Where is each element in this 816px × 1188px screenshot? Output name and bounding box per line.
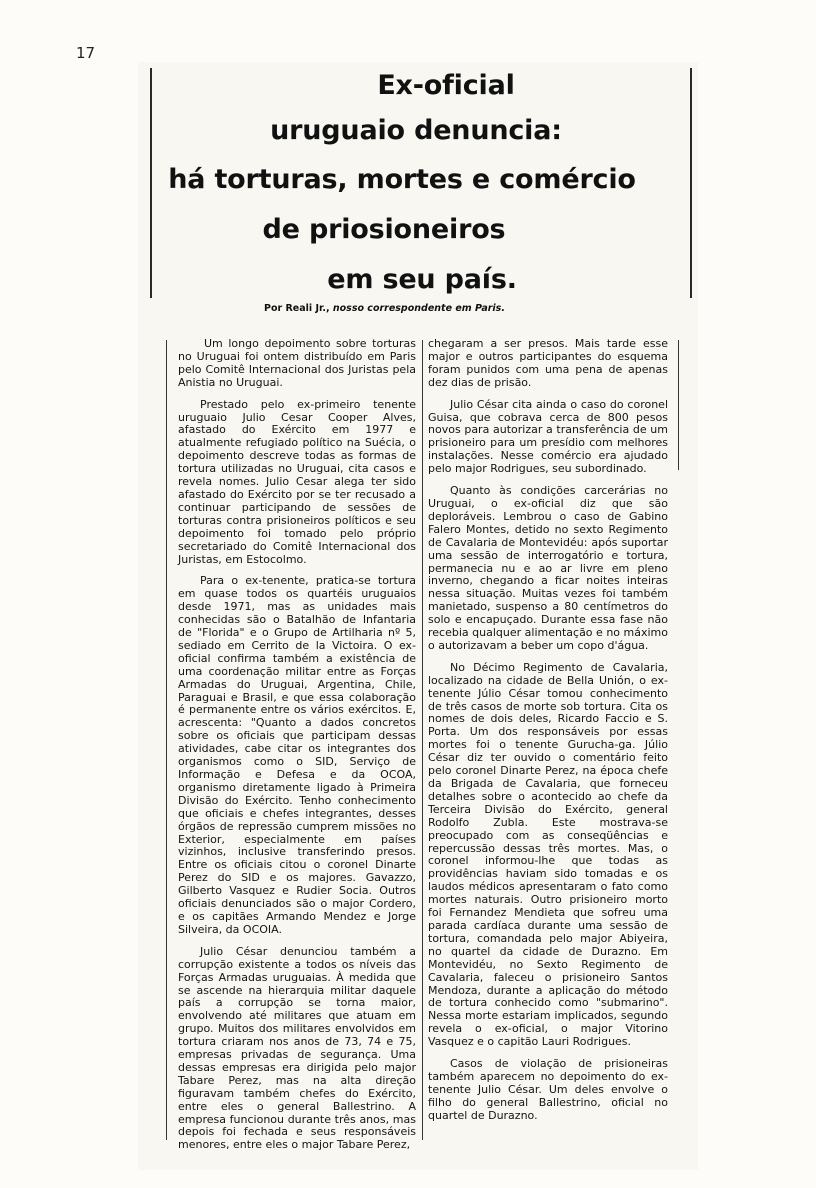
article-column-2 (428, 338, 668, 1132)
paragraph: No Décimo Regimento de Cavalaria, localizado na cidade de Bella Unión, o ex-tenente Júlio César tomou conhecimento de três casos de morte sob tortura. Cita os nomes de dois deles, Ricardo Faccio e S. Porta. Um dos responsáveis por essas mortes foi o tenente Gurucha-ga. Júlio César diz ter ouvido o comentário feito pelo coronel Dinarte Perez, na época chefe da Brigada de Cavalaria, que forneceu detalhes sobre o acontecido ao chefe da Terceira Divisão do Exército, general Rodolfo Zubla. Este mostrava-se preocupado com as conseqüências e repercussão dessas três mortes. Mas, o coronel informou-lhe que todas as providências haviam sido tomadas e os laudos médicos apresentaram o fato como mortes naturais. Outro prisioneiro morto foi Fernandez Mendieta que sofreu uma parada cardíaca durante uma sessão de tortura, comandada pelo major Abiyeira, no quartel da cidade de Durazno. Em Montevidéu, no Sexto Regimento de Cavalaria, faleceu o prisioneiro Santos Mendoza, durante a aplicação do método de tortura conhecido como "submarino". Nessa morte estariam implicados, segundo revela o ex-oficial, o major Vitorino Vasquez e o capitão Lauri Rodrigues. (428, 660, 668, 1049)
paragraph: Julio César cita ainda o caso do coronel Guisa, que cobrava cerca de 800 pesos novos para autorizar a transferência de um prisioneiro para um presídio com melhores instalações. Nesse comércio era ajudado pelo major Rodrigues, seu subordinado. (428, 397, 668, 476)
byline-role: nosso correspondente em Paris. (332, 303, 505, 314)
headline-line-2: uruguaio denuncia: (270, 115, 562, 146)
byline (264, 303, 584, 314)
headline-line-3: há torturas, mortes e comércio (168, 164, 636, 195)
headline-line-1: Ex-oficial (377, 70, 515, 101)
paragraph: Um longo depoimento sobre torturas no Uruguai foi ontem distribuído em Paris pelo Comitê Internacional dos Juristas pela Anistia no Uruguai. (178, 337, 416, 389)
paragraph: chegaram a ser presos. Mais tarde esse major e outros participantes do esquema foram punidos com uma pena de apenas dez dias de prisão. (428, 337, 668, 389)
paragraph: Casos de violação de prisioneiras também aparecem no depoimento do ex-tenente Julio César. Um deles envolve o filho do general Ballestrino, oficial no quartel de Durazno. (428, 1057, 668, 1122)
headline-line-4: de priosioneiros (262, 214, 506, 245)
paragraph: Para o ex-tenente, pratica-se tortura em quase todos os quartéis uruguaios desde 1971, mas as unidades mais conhecidas são o Batalhão de Infantaria de "Florida" e o Grupo de Artilharia nº 5, sediado em Cerrito de la Victoira. O ex-oficial confirma também a existência de uma coordenação militar entre as Forças Armadas do Uruguai, Argentina, Chile, Paraguai e Brasil, e que essa colaboração é permanente entre os vários exércitos. E, acrescenta: "Quanto a dados concretos sobre os oficiais que participam dessas atividades, cabe citar os integrantes dos organismos como o SID, Serviço de Informação e Defesa e da OCOA, organismo diretamente ligado à Primeira Divisão do Exército. Tenho conhecimento que oficiais e chefes integrantes, desses órgãos de repressão cumprem missões no Exterior, especialmente em países vizinhos, inclusive transferindo presos. Entre os oficiais citou o coronel Dinarte Perez do SID e os majores. Gavazzo, Gilberto Vasquez e Rudier Socia. Outros oficiais denunciados são o major Cordero, e os capitães Armando Mendez e Jorge Silveira, da OCOIA. (178, 574, 416, 936)
paragraph: Quanto às condições carcerárias no Uruguai, o ex-oficial diz que são deploráveis. Lembrou o caso de Gabino Falero Montes, detido no sexto Regimento de Cavalaria de Montevidéu: após suportar uma sessão de interrogatório e tortura, permanecia nu e ao ar livre em pleno inverno, chegando a ficar noites inteiras nessa situação. Muitas vezes foi também manietado, suspenso a 80 centímetros do solo e encapuçado. Durante essa fase não recebia qualquer alimentação e no máximo o autorizavam a beber um copo d'água. (428, 484, 668, 652)
left-column-rule (166, 340, 167, 1140)
article-column-1 (178, 338, 416, 1161)
page-number: 17 (76, 44, 96, 62)
paragraph: Prestado pelo ex-primeiro tenente uruguaio Julio Cesar Cooper Alves, afastado do Exército em 1977 e atualmente refugiado político na Suécia, o depoimento descreve todas as formas de tortura utilizadas no Uruguai, cita casos e revela nomes. Julio Cesar alega ter sido afastado do Exército por se ter recusado a continuar participando de sessões de torturas contra prisioneiros políticos e seu depoimento foi tomado pelo próprio secretariado do Comitê Internacional dos Juristas, em Estocolmo. (178, 397, 416, 566)
center-column-rule (422, 340, 423, 1140)
headline-line-5: em seu país. (327, 264, 517, 295)
paragraph: Julio César denunciou também a corrupção existente a todos os níveis das Forças Armadas uruguaias. À medida que se ascende na hierarquia militar daquele país a corrupção se torna maior, envolvendo até militares que atuam em grupo. Muitos dos militares envolvidos em tortura criaram nos anos de 73, 74 e 75, empresas privadas de segurança. Uma dessas empresas era dirigida pelo major Tabare Perez, mas na alta direção figuravam também chefes do Exército, entre eles o general Ballestrino. A empresa funcionou durante três anos, mas depois foi fechada e seus responsáveis menores, entre eles o major Tabare Perez, (178, 944, 416, 1152)
right-column-rule (678, 340, 679, 470)
byline-author: Por Reali Jr., (264, 303, 330, 314)
